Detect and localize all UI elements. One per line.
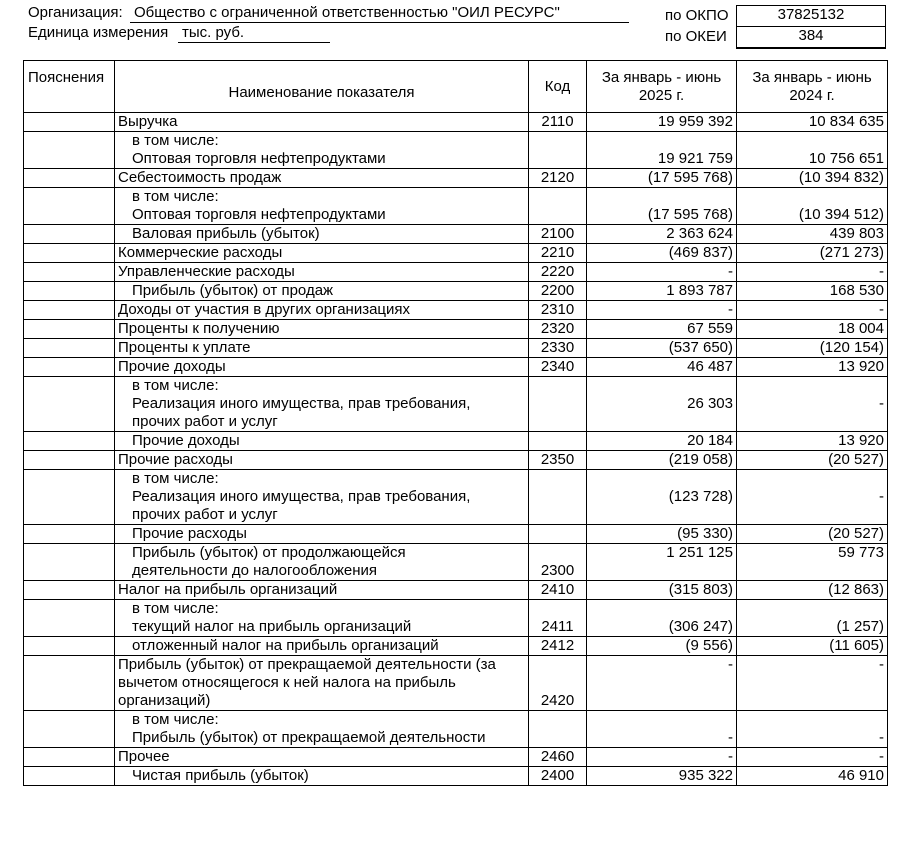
- indicator-name-line: в том числе:: [132, 600, 219, 617]
- financial-results-table: [23, 60, 888, 786]
- line-code-cell: 2110: [529, 113, 587, 132]
- value-2024-cell: -: [737, 748, 888, 767]
- value-2024-cell: 10 834 635: [737, 113, 888, 132]
- table-row: [24, 244, 888, 263]
- indicator-name-line: деятельности до налогообложения: [132, 562, 378, 579]
- line-code-cell: 2100: [529, 225, 587, 244]
- notes-cell: [24, 339, 115, 358]
- notes-cell: [24, 432, 115, 451]
- notes-cell: [24, 244, 115, 263]
- table-row: [24, 263, 888, 282]
- indicator-name-line: Себестоимость продаж: [118, 169, 282, 186]
- value-2024-cell: 439 803: [737, 225, 888, 244]
- indicator-name-cell: [115, 113, 529, 132]
- value-2025-cell: (315 803): [587, 581, 737, 600]
- column-header-notes: Пояснения: [24, 61, 115, 113]
- indicator-name-cell: [115, 581, 529, 600]
- table-row: [24, 470, 888, 525]
- value-2025-cell: (123 728): [587, 470, 737, 525]
- line-code-cell: [529, 432, 587, 451]
- line-code-cell: 2411: [529, 600, 587, 637]
- period-2025-line1: За январь - июнь: [601, 68, 722, 86]
- line-code-cell: 2350: [529, 451, 587, 470]
- value-2025-cell: (537 650): [587, 339, 737, 358]
- value-2024-cell: (11 605): [737, 637, 888, 656]
- indicator-name-line: прочих работ и услуг: [132, 413, 278, 430]
- period-2024-line2: 2024 г.: [789, 86, 835, 104]
- value-2025-cell: 46 487: [587, 358, 737, 377]
- value-2024-cell: 13 920: [737, 432, 888, 451]
- value-2025-cell: 2 363 624: [587, 225, 737, 244]
- indicator-name-line: Валовая прибыль (убыток): [132, 225, 320, 242]
- indicator-name-line: Выручка: [118, 113, 178, 130]
- notes-cell: [24, 470, 115, 525]
- value-2024-cell: (1 257): [737, 600, 888, 637]
- indicator-name-cell: [115, 377, 529, 432]
- column-header-code: Код: [529, 61, 587, 113]
- line-code-cell: [529, 377, 587, 432]
- indicator-name-line: Оптовая торговля нефтепродуктами: [132, 206, 386, 223]
- indicator-name-cell: [115, 525, 529, 544]
- value-2024-cell: (20 527): [737, 451, 888, 470]
- value-2024-cell: -: [737, 301, 888, 320]
- value-2024-cell: 46 910: [737, 767, 888, 786]
- indicator-name-line: Прибыль (убыток) от прекращаемой деятельности (за: [118, 656, 496, 673]
- indicator-name-cell: [115, 451, 529, 470]
- line-code-cell: [529, 711, 587, 748]
- notes-cell: [24, 282, 115, 301]
- indicator-name-cell: [115, 358, 529, 377]
- line-code-cell: 2300: [529, 544, 587, 581]
- indicator-name-cell: [115, 188, 529, 225]
- value-2025-cell: -: [587, 711, 737, 748]
- line-code-cell: 2220: [529, 263, 587, 282]
- table-row: [24, 320, 888, 339]
- indicator-name-cell: [115, 225, 529, 244]
- value-2025-cell: 1 251 125: [587, 544, 737, 581]
- table-row: [24, 637, 888, 656]
- column-header-period-2025: [587, 61, 737, 113]
- notes-cell: [24, 711, 115, 748]
- table-row: [24, 377, 888, 432]
- indicator-name-line: Прочие расходы: [132, 525, 247, 542]
- notes-cell: [24, 301, 115, 320]
- table-row: [24, 113, 888, 132]
- indicator-name-cell: [115, 600, 529, 637]
- indicator-name-line: Прочие расходы: [118, 451, 233, 468]
- line-code-cell: 2210: [529, 244, 587, 263]
- notes-cell: [24, 225, 115, 244]
- indicator-name-line: в том числе:: [132, 377, 219, 394]
- notes-cell: [24, 767, 115, 786]
- indicator-name-line: Коммерческие расходы: [118, 244, 283, 261]
- line-code-cell: [529, 188, 587, 225]
- value-2024-cell: -: [737, 263, 888, 282]
- table-row: [24, 169, 888, 188]
- value-2025-cell: 935 322: [587, 767, 737, 786]
- value-2025-cell: -: [587, 656, 737, 711]
- indicator-name-cell: [115, 301, 529, 320]
- indicator-name-line: отложенный налог на прибыль организаций: [132, 637, 439, 654]
- value-2025-cell: 26 303: [587, 377, 737, 432]
- value-2024-cell: -: [737, 470, 888, 525]
- line-code-cell: 2400: [529, 767, 587, 786]
- table-row: [24, 358, 888, 377]
- value-2024-cell: 13 920: [737, 358, 888, 377]
- line-code-cell: 2320: [529, 320, 587, 339]
- line-code-cell: [529, 132, 587, 169]
- indicator-name-cell: [115, 263, 529, 282]
- indicator-name-line: Прибыль (убыток) от продаж: [132, 282, 334, 299]
- notes-cell: [24, 748, 115, 767]
- table-row: [24, 339, 888, 358]
- value-2024-cell: 10 756 651: [737, 132, 888, 169]
- indicator-name-line: Прочие доходы: [118, 358, 226, 375]
- indicator-name-cell: [115, 282, 529, 301]
- indicator-name-line: в том числе:: [132, 132, 219, 149]
- value-2025-cell: (306 247): [587, 600, 737, 637]
- indicator-name-line: Чистая прибыль (убыток): [132, 767, 309, 784]
- indicator-name-cell: [115, 767, 529, 786]
- indicator-name-line: прочих работ и услуг: [132, 506, 278, 523]
- okpo-code: 37825132: [736, 5, 886, 27]
- table-row: [24, 748, 888, 767]
- value-2024-cell: 18 004: [737, 320, 888, 339]
- value-2024-cell: (120 154): [737, 339, 888, 358]
- notes-cell: [24, 377, 115, 432]
- value-2024-cell: -: [737, 711, 888, 748]
- indicator-name-line: в том числе:: [132, 470, 219, 487]
- notes-cell: [24, 637, 115, 656]
- line-code-cell: 2120: [529, 169, 587, 188]
- value-2025-cell: (219 058): [587, 451, 737, 470]
- line-code-cell: 2340: [529, 358, 587, 377]
- value-2024-cell: (10 394 512): [737, 188, 888, 225]
- table-row: [24, 282, 888, 301]
- organization-label: Организация:: [28, 4, 123, 21]
- okei-label: по ОКЕИ: [665, 28, 727, 45]
- line-code-cell: [529, 525, 587, 544]
- indicator-name-line: в том числе:: [132, 711, 219, 728]
- value-2024-cell: -: [737, 656, 888, 711]
- indicator-name-line: Прибыль (убыток) от прекращаемой деятельности: [132, 729, 486, 746]
- unit-value: тыс. руб.: [178, 24, 330, 43]
- value-2025-cell: (95 330): [587, 525, 737, 544]
- indicator-name-line: Проценты к получению: [118, 320, 280, 337]
- organization-name: Общество с ограниченной ответственностью "ОИЛ РЕСУРС": [130, 4, 629, 23]
- value-2024-cell: (10 394 832): [737, 169, 888, 188]
- notes-cell: [24, 544, 115, 581]
- value-2025-cell: (469 837): [587, 244, 737, 263]
- table-header-row: [24, 61, 888, 113]
- value-2024-cell: (20 527): [737, 525, 888, 544]
- indicator-name-cell: [115, 320, 529, 339]
- indicator-name-line: Налог на прибыль организаций: [118, 581, 338, 598]
- notes-cell: [24, 132, 115, 169]
- indicator-name-line: текущий налог на прибыль организаций: [132, 618, 412, 635]
- value-2024-cell: -: [737, 377, 888, 432]
- value-2025-cell: -: [587, 748, 737, 767]
- indicator-name-line: Проценты к уплате: [118, 339, 251, 356]
- indicator-name-cell: [115, 656, 529, 711]
- line-code-cell: [529, 470, 587, 525]
- indicator-name-cell: [115, 244, 529, 263]
- period-2025-line2: 2025 г.: [638, 86, 685, 104]
- table-row: [24, 767, 888, 786]
- notes-cell: [24, 451, 115, 470]
- period-2024-line1: За январь - июнь: [752, 68, 872, 86]
- value-2024-cell: (271 273): [737, 244, 888, 263]
- okei-code: 384: [736, 26, 886, 49]
- indicator-name-line: вычетом относящегося к ней налога на прибыль: [118, 674, 456, 691]
- table-row: [24, 432, 888, 451]
- notes-cell: [24, 600, 115, 637]
- indicator-name-cell: [115, 132, 529, 169]
- table-row: [24, 581, 888, 600]
- value-2025-cell: -: [587, 301, 737, 320]
- notes-cell: [24, 113, 115, 132]
- report-header: [0, 0, 908, 56]
- value-2025-cell: 19 959 392: [587, 113, 737, 132]
- indicator-name-cell: [115, 748, 529, 767]
- indicator-name-line: в том числе:: [132, 188, 219, 205]
- table-row: [24, 525, 888, 544]
- indicator-name-cell: [115, 637, 529, 656]
- indicator-name-cell: [115, 169, 529, 188]
- table-row: [24, 600, 888, 637]
- value-2025-cell: 20 184: [587, 432, 737, 451]
- notes-cell: [24, 320, 115, 339]
- indicator-name-cell: [115, 544, 529, 581]
- table-row: [24, 544, 888, 581]
- table-row: [24, 301, 888, 320]
- table-row: [24, 711, 888, 748]
- line-code-cell: 2310: [529, 301, 587, 320]
- indicator-name-line: Прочее: [118, 748, 170, 765]
- indicator-name-line: Реализация иного имущества, прав требования,: [132, 395, 471, 412]
- value-2025-cell: (9 556): [587, 637, 737, 656]
- indicator-name-cell: [115, 470, 529, 525]
- indicator-name-cell: [115, 432, 529, 451]
- value-2024-cell: (12 863): [737, 581, 888, 600]
- notes-cell: [24, 656, 115, 711]
- notes-cell: [24, 263, 115, 282]
- line-code-cell: 2412: [529, 637, 587, 656]
- indicator-name-line: Прочие доходы: [132, 432, 240, 449]
- value-2025-cell: (17 595 768): [587, 188, 737, 225]
- notes-cell: [24, 188, 115, 225]
- line-code-cell: 2460: [529, 748, 587, 767]
- notes-cell: [24, 581, 115, 600]
- value-2025-cell: 1 893 787: [587, 282, 737, 301]
- indicator-name-line: Доходы от участия в других организациях: [118, 301, 411, 318]
- unit-label: Единица измерения: [28, 24, 169, 41]
- indicator-name-line: организаций): [118, 692, 211, 709]
- notes-cell: [24, 358, 115, 377]
- indicator-name-line: Реализация иного имущества, прав требования,: [132, 488, 471, 505]
- column-header-period-2024: [737, 61, 888, 113]
- indicator-name-line: Оптовая торговля нефтепродуктами: [132, 150, 386, 167]
- value-2024-cell: 59 773: [737, 544, 888, 581]
- line-code-cell: 2410: [529, 581, 587, 600]
- table-row: [24, 656, 888, 711]
- line-code-cell: 2330: [529, 339, 587, 358]
- value-2024-cell: 168 530: [737, 282, 888, 301]
- table-row: [24, 132, 888, 169]
- value-2025-cell: 67 559: [587, 320, 737, 339]
- table-row: [24, 225, 888, 244]
- indicator-name-line: Управленческие расходы: [118, 263, 295, 280]
- indicator-name-cell: [115, 711, 529, 748]
- table-row: [24, 188, 888, 225]
- table-row: [24, 451, 888, 470]
- value-2025-cell: -: [587, 263, 737, 282]
- value-2025-cell: 19 921 759: [587, 132, 737, 169]
- notes-cell: [24, 169, 115, 188]
- column-header-indicator: Наименование показателя: [115, 61, 529, 113]
- indicator-name-cell: [115, 339, 529, 358]
- okpo-label: по ОКПО: [665, 7, 729, 24]
- indicator-name-line: Прибыль (убыток) от продолжающейся: [132, 544, 406, 561]
- notes-cell: [24, 525, 115, 544]
- line-code-cell: 2200: [529, 282, 587, 301]
- line-code-cell: 2420: [529, 656, 587, 711]
- value-2025-cell: (17 595 768): [587, 169, 737, 188]
